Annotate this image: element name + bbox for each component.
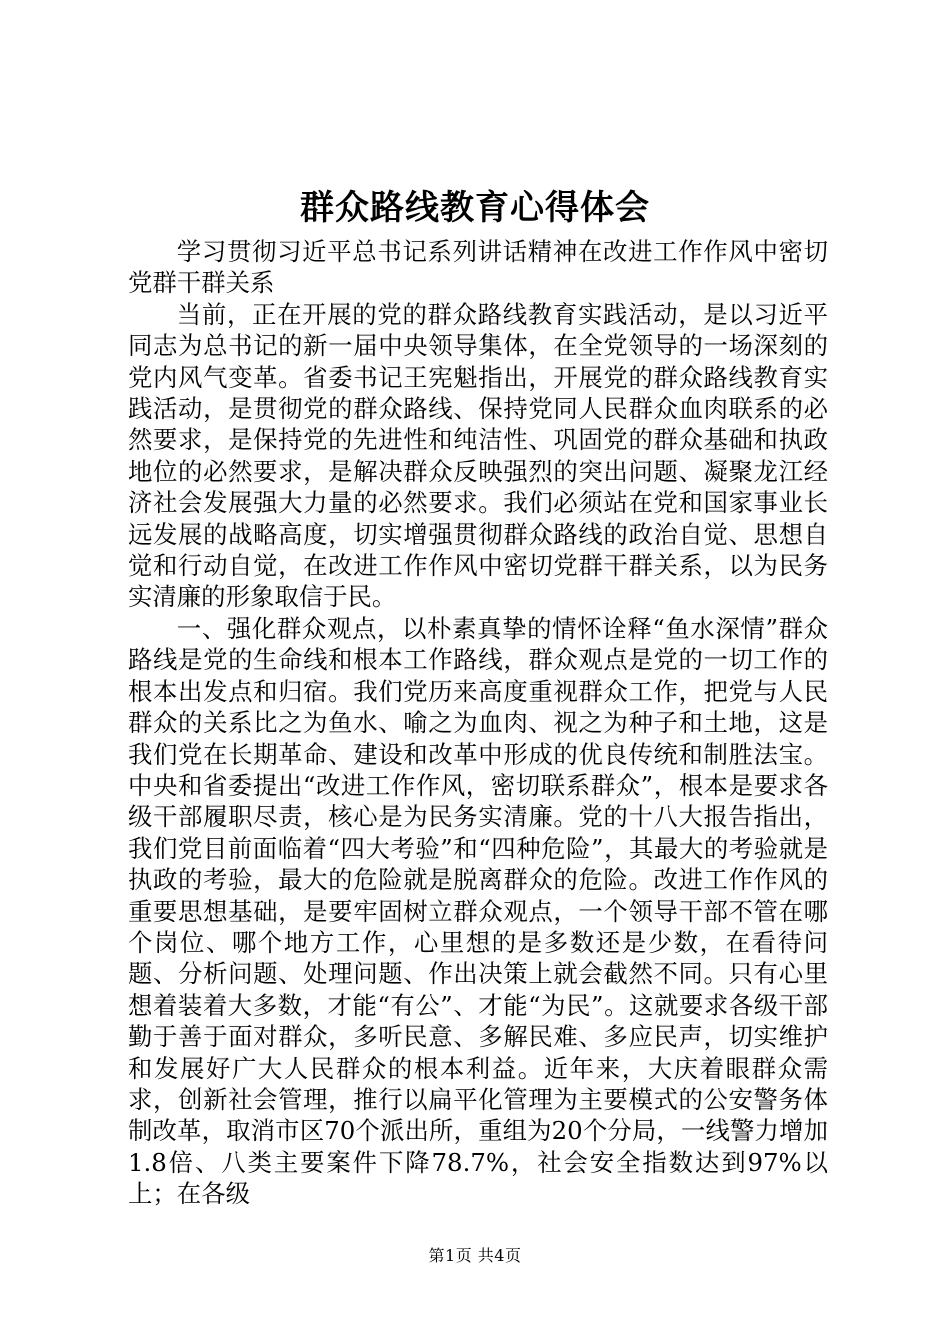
document-title: 群众路线教育心得体会 bbox=[300, 188, 650, 228]
document-body bbox=[128, 236, 828, 1210]
page-footer: 第1页 共4页 bbox=[428, 1246, 522, 1265]
paragraph-section-one: 一、强化群众观点，以朴素真挚的情怀诠释“鱼水深情”群众路线是党的生命线和根本工作路线，群众观点是党的一切工作的根本出发点和归宿。我们党历来高度重视群众工作，把党与人民群众的关系比之为鱼水、喻之为血肉、视之为种子和土地，这是我们党在长期革命、建设和改革中形成的优良传统和制胜法宝。中央和省委提出“改进工作作风，密切联系群众”，根本是要求各级干部履职尽责，核心是为民务实清廉。党的十八大报告指出，我们党目前面临着“四大考验”和“四种危险”，其最大的考验就是执政的考验，最大的危险就是脱离群众的危险。改进工作作风的重要思想基础，是要牢固树立群众观点，一个领导干部不管在哪个岗位、哪个地方工作，心里想的是多数还是少数，在看待问题、分析问题、处理问题、作出决策上就会截然不同。只有心里想着装着大多数，才能“有公”、才能“为民”。这就要求各级干部勤于善于面对群众，多听民意、多解民难、多应民声，切实维护和发展好广大人民群众的根本利益。近年来，大庆着眼群众需求，创新社会管理，推行以扁平化管理为主要模式的公安警务体制改革，取消市区70个派出所，重组为20个分局，一线警力增加1.8倍、八类主要案件下降78.7%，社会安全指数达到97%以上；在各级 bbox=[128, 613, 828, 1209]
paragraph-intro: 当前，正在开展的党的群众路线教育实践活动，是以习近平同志为总书记的新一届中央领导集体，在全党领导的一场深刻的党内风气变革。省委书记王宪魁指出，开展党的群众路线教育实践活动，是贯彻党的群众路线、保持党同人民群众血肉联系的必然要求，是保持党的先进性和纯洁性、巩固党的群众基础和执政地位的必然要求，是解决群众反映强烈的突出问题、凝聚龙江经济社会发展强大力量的必然要求。我们必须站在党和国家事业长远发展的战略高度，切实增强贯彻群众路线的政治自觉、思想自觉和行动自觉，在改进工作作风中密切党群干群关系，以为民务实清廉的形象取信于民。 bbox=[128, 299, 828, 612]
paragraph-subtitle: 学习贯彻习近平总书记系列讲话精神在改进工作作风中密切党群干群关系 bbox=[128, 237, 828, 298]
